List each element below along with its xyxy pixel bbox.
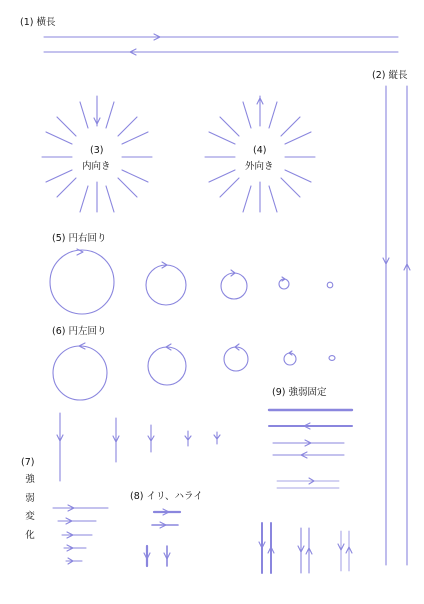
label-pressure-char: 強 <box>25 474 35 485</box>
label-entry-sweep: (8) イリ、ハライ <box>130 491 203 502</box>
label-pressure-char: 変 <box>25 511 35 523</box>
tapered-horizontal-strokes <box>53 505 108 564</box>
label-inward: 内向き <box>82 161 111 172</box>
label-pressure-number: (7) <box>21 457 35 468</box>
label-clockwise-circles: (5) 円右回り <box>52 233 107 244</box>
label-pressure-char: 化 <box>25 529 35 541</box>
tapered-vertical-strokes <box>57 413 220 481</box>
fixed-pressure-vertical-strokes <box>259 523 352 573</box>
label-outward-number: (4) <box>253 145 267 156</box>
label-pressure-char: 弱 <box>25 492 35 504</box>
label-horizontal: (1) 横長 <box>20 17 56 28</box>
fixed-pressure-strokes <box>269 410 352 488</box>
clockwise-circles <box>50 249 333 314</box>
label-vertical: (2) 縦長 <box>372 70 408 81</box>
label-inward-number: (3) <box>90 145 104 156</box>
label-fixed-pressure: (9) 強弱固定 <box>272 387 327 398</box>
vertical-lines <box>383 86 410 565</box>
label-pressure-vertical <box>23 471 37 545</box>
label-counterclockwise-circles: (6) 円左回り <box>52 326 107 337</box>
entry-sweep-strokes <box>144 509 180 566</box>
label-outward: 外向き <box>245 161 274 172</box>
horizontal-lines <box>44 34 398 55</box>
